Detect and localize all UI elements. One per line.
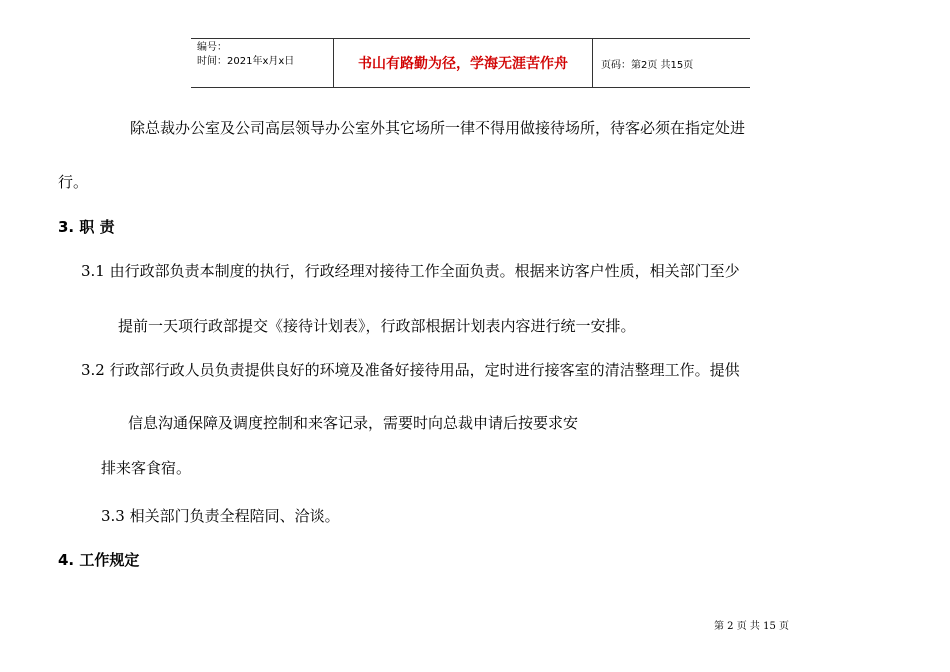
intro-paragraph-line-1: 除总裁办公室及公司高层领导办公室外其它场所一律不得用做接待场所，待客必须在指定处进	[130, 119, 746, 137]
section-3-heading: 3. 职 责	[58, 218, 115, 236]
header-meta-cell	[191, 39, 334, 87]
page-footer: 第 2 页 共 15 页	[714, 621, 789, 632]
item-3-3: 3.3 相关部门负责全程陪同、洽谈。	[101, 507, 340, 525]
date-label: 时间：2021年x月x日	[197, 56, 295, 67]
section-4-heading: 4. 工作规定	[58, 551, 140, 569]
page-header	[191, 38, 750, 88]
number-label: 编号：	[197, 42, 227, 53]
header-page-info: 页码：第2页 共15页	[601, 59, 694, 71]
item-3-1-line-2: 提前一天项行政部提交《接待计划表》，行政部根据计划表内容进行统一安排。	[118, 317, 636, 335]
item-3-2-line-1: 3.2 行政部行政人员负责提供良好的环境及准备好接待用品，定时进行接客室的清洁整理工作。提供	[81, 361, 740, 379]
header-motto: 书山有路勤为径，学海无涯苦作舟	[334, 39, 593, 87]
item-3-2-line-2: 信息沟通保障及调度控制和来客记录，需要时向总裁申请后按要求安	[128, 414, 579, 432]
item-3-1-line-1: 3.1 由行政部负责本制度的执行，行政经理对接待工作全面负责。根据来访客户性质，相关部门至少	[81, 262, 740, 280]
intro-paragraph-line-2: 行。	[58, 173, 89, 191]
item-3-2-line-3: 排来客食宿。	[101, 459, 192, 477]
